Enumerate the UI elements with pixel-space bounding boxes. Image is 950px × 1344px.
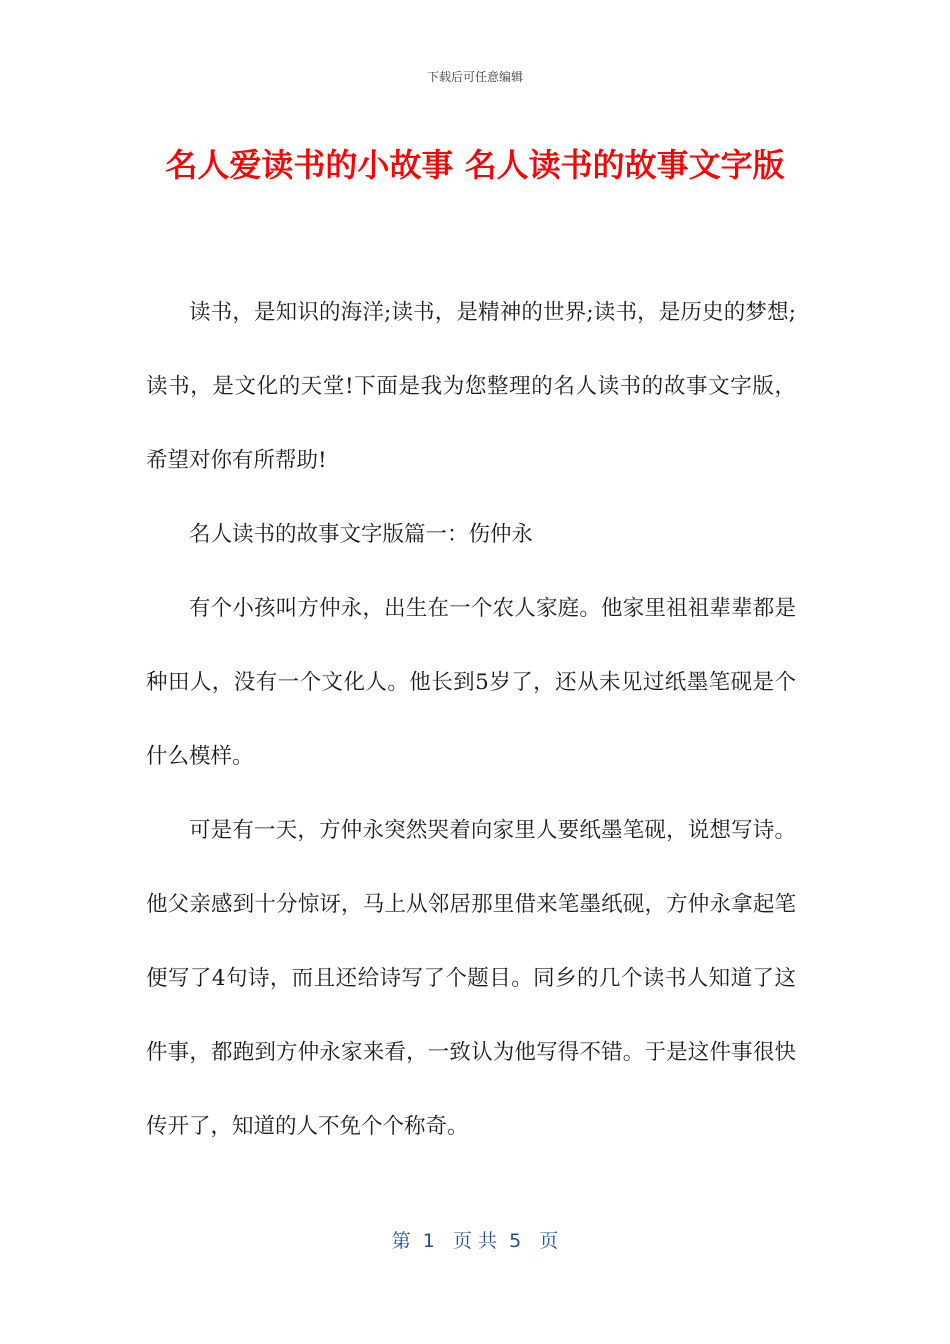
document-body (146, 276, 796, 1164)
page-number-footer: 第 1 页 共 5 页 (391, 1230, 559, 1252)
paragraph-section-heading: 名人读书的故事文字版篇一：伤仲永 (189, 522, 534, 547)
paragraph-story-2: 可是有一天，方仲永突然哭着向家里人要纸墨笔砚，说想写诗。他父亲感到十分惊讶，马上从邻居那里借来笔墨纸砚，方仲永拿起笔便写了4句诗，而且还给诗写了个题目。同乡的几个读书人知道了这件事，都跑到方仲永家来看，一致认为他写得不错。于是这件事很快传开了，知道的人不免个个称奇。 (146, 818, 796, 1139)
paragraph-intro: 读书，是知识的海洋;读书，是精神的世界;读书，是历史的梦想;读书，是文化的天堂!下面是我为您整理的名人读书的故事文字版，希望对你有所帮助! (146, 300, 796, 473)
document-title: 名人爱读书的小故事 名人读书的故事文字版 (165, 146, 785, 184)
header-note: 下载后可任意编辑 (426, 70, 523, 84)
paragraph-story-1: 有个小孩叫方仲永，出生在一个农人家庭。他家里祖祖辈辈都是种田人，没有一个文化人。他长到5岁了，还从未见过纸墨笔砚是个什么模样。 (146, 596, 796, 769)
